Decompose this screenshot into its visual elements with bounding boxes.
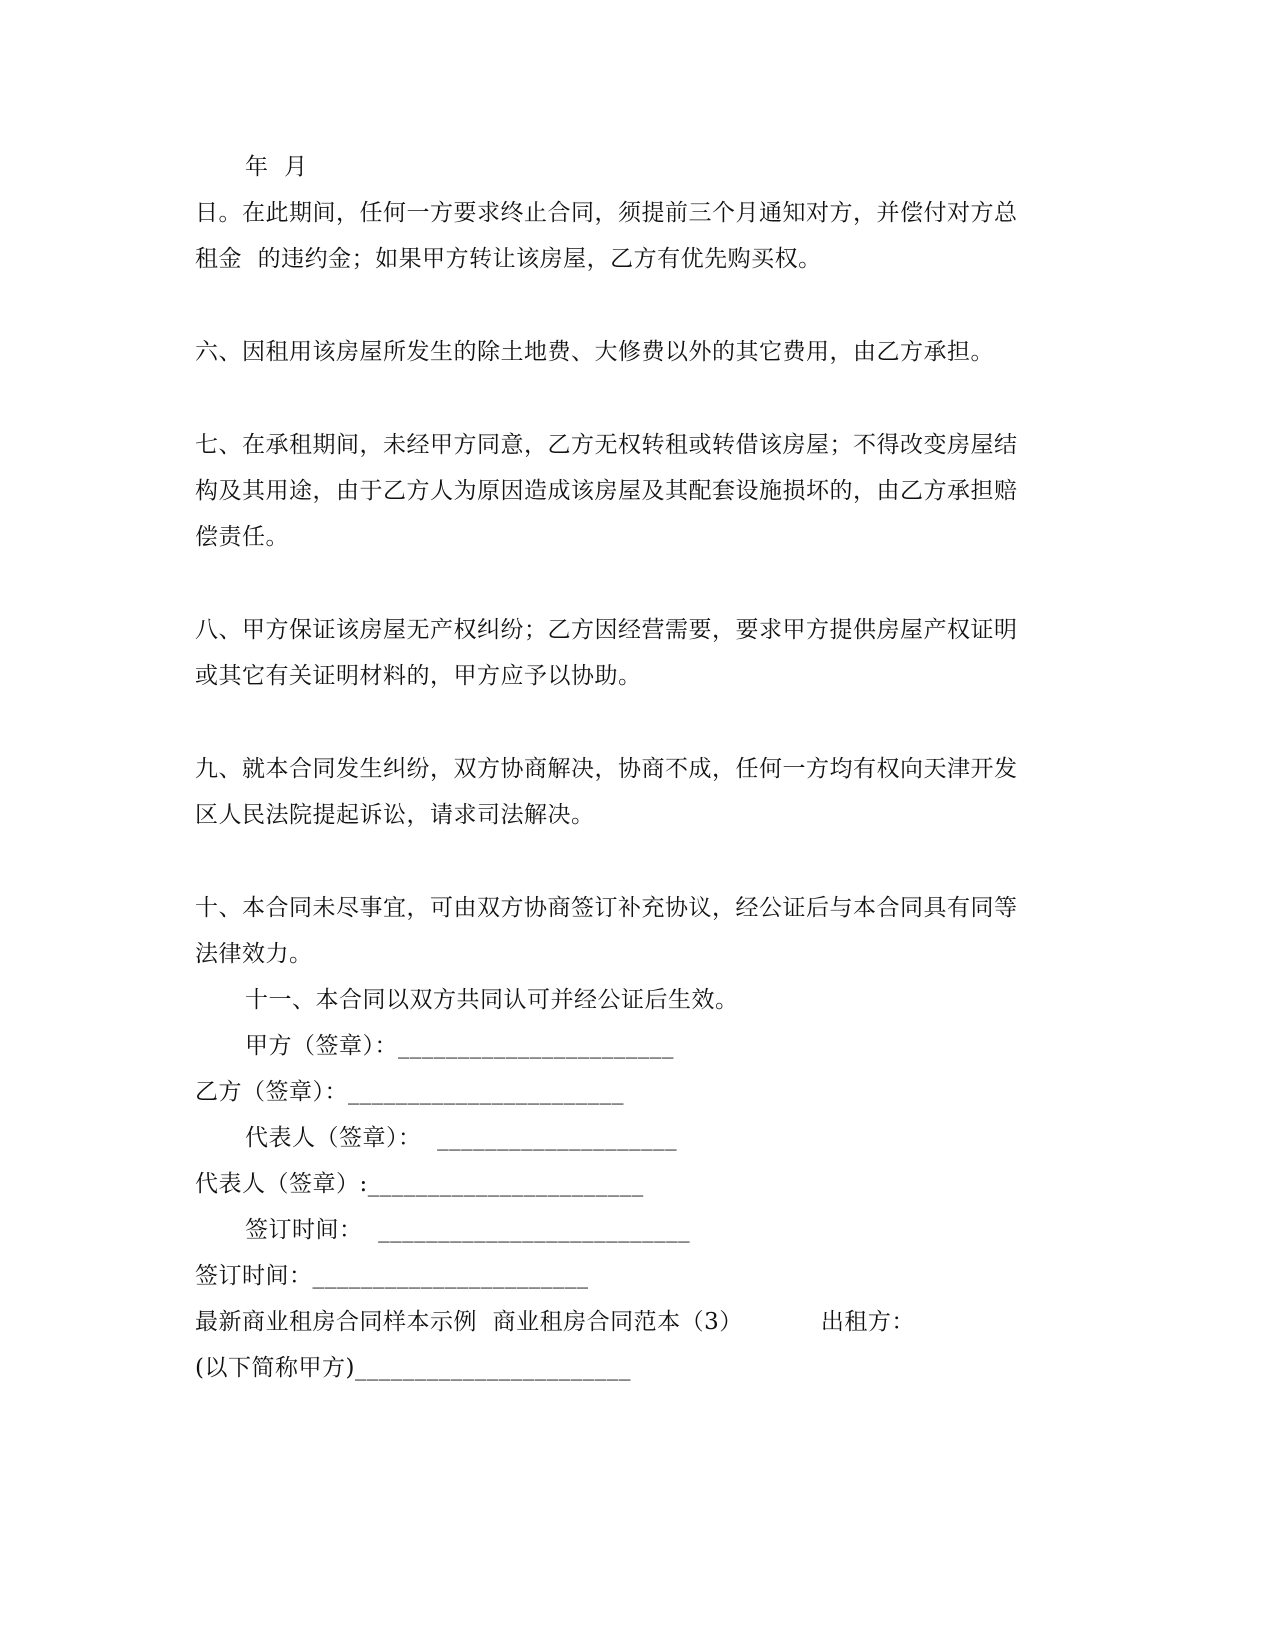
- clause-seven-line-2: 构及其用途，由于乙方人为原因造成该房屋及其配套设施损坏的，由乙方承担赔: [195, 478, 1018, 504]
- clause-ten-line-1: 十、本合同未尽事宜，可由双方协商签订补充协议，经公证后与本合同具有同等: [195, 895, 1018, 921]
- party-b-signature-line: 乙方（签章）：_______________________: [195, 1079, 624, 1105]
- clause-five-line-2: 租金 的违约金；如果甲方转让该房屋，乙方有优先购买权。: [195, 246, 822, 272]
- clause-nine-line-1: 九、就本合同发生纠纷，双方协商解决，协商不成，任何一方均有权向天津开发: [195, 756, 1018, 782]
- representative-a-signature-line: 代表人（签章）： ____________________: [245, 1125, 678, 1151]
- clause-six-line-1: 六、因租用该房屋所发生的除土地费、大修费以外的其它费用，由乙方承担。: [195, 339, 994, 365]
- clause-eleven-line: 十一、本合同以双方共同认可并经公证后生效。: [245, 987, 739, 1013]
- lessor-abbrev-line: (以下简称甲方)_______________________: [195, 1355, 631, 1381]
- next-contract-title-line: 最新商业租房合同样本示例 商业租房合同范本（3） 出租方：: [195, 1309, 915, 1335]
- signing-date-b-line: 签订时间：_______________________: [195, 1263, 589, 1289]
- representative-b-signature-line: 代表人（签章）:_______________________: [195, 1171, 644, 1197]
- clause-five-line-1: 日。在此期间，任何一方要求终止合同，须提前三个月通知对方，并偿付对方总: [195, 200, 1018, 226]
- clause-eight-line-1: 八、甲方保证该房屋无产权纠纷；乙方因经营需要，要求甲方提供房屋产权证明: [195, 617, 1018, 643]
- party-a-signature-line: 甲方（签章）：_______________________: [245, 1033, 674, 1059]
- clause-eight-line-2: 或其它有关证明材料的，甲方应予以协助。: [195, 663, 642, 689]
- clause-ten-line-2: 法律效力。: [195, 941, 313, 967]
- date-fragment-line: 年 月: [245, 154, 308, 180]
- clause-seven-line-1: 七、在承租期间，未经甲方同意，乙方无权转租或转借该房屋；不得改变房屋结: [195, 432, 1018, 458]
- clause-nine-line-2: 区人民法院提起诉讼，请求司法解决。: [195, 802, 595, 828]
- signing-date-a-line: 签订时间： __________________________: [245, 1217, 691, 1243]
- clause-seven-line-3: 偿责任。: [195, 524, 289, 550]
